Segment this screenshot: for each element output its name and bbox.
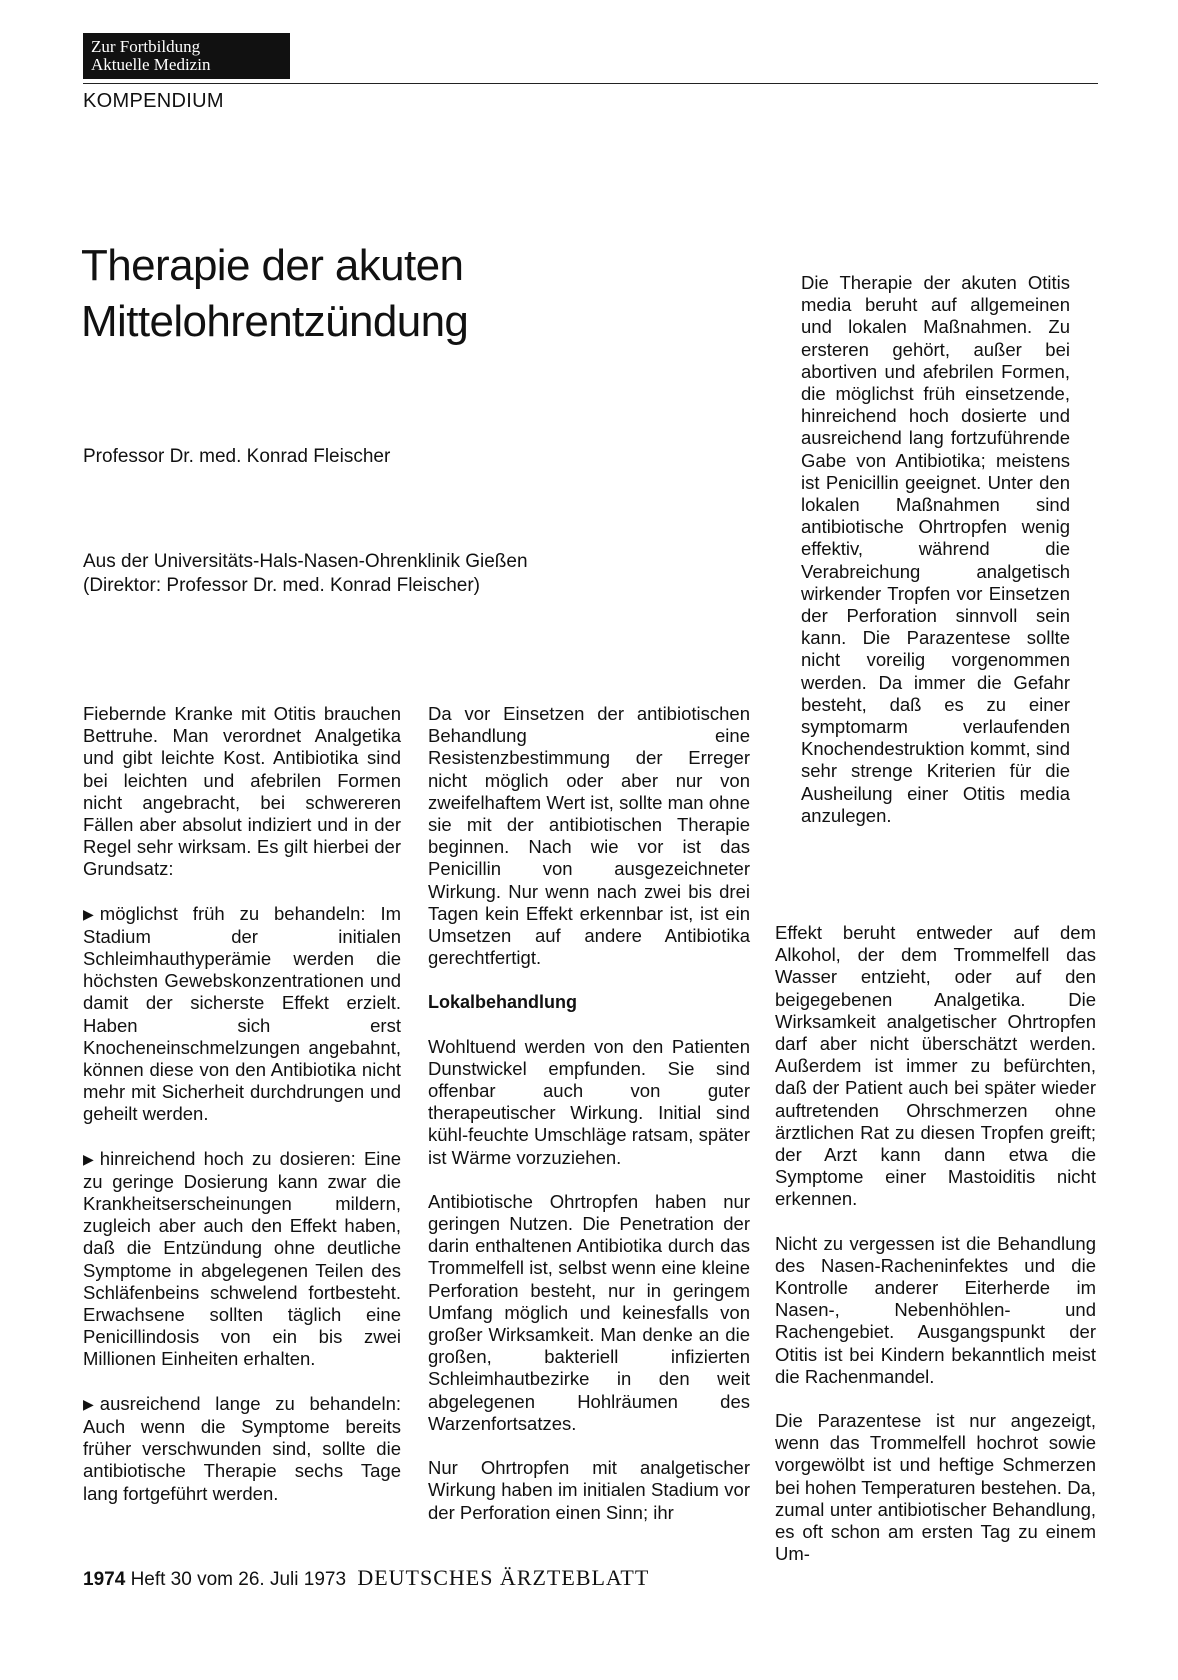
journal-name: DEUTSCHES ÄRZTEBLATT bbox=[357, 1565, 650, 1590]
body-column-3 bbox=[775, 922, 1096, 1587]
header-rule bbox=[83, 83, 1098, 84]
triangle-bullet-icon: ▶ bbox=[83, 905, 94, 922]
paragraph: Wohltuend werden von den Patienten Dunstwickel empfunden. Sie sind offenbar auch von guter therapeutischer Wirkung. Initial sind kühl-feuchte Umschläge ratsam, später ist Wärme vorzuziehen. bbox=[428, 1035, 750, 1168]
triangle-bullet-icon: ▶ bbox=[83, 1395, 94, 1412]
paragraph: Nur Ohrtropfen mit analgetischer Wirkung haben im initialen Stadium vor der Perforation einen Sinn; ihr bbox=[428, 1457, 750, 1523]
affiliation bbox=[83, 550, 528, 598]
badge-line-1: Zur Fortbildung bbox=[91, 37, 201, 56]
bullet-text: ausreichend lange zu behandeln: Auch wenn die Symptome bereits früher verschwunden sind, sollte die antibiotische Therapie sechs Tage lang fortgeführt werden. bbox=[83, 1392, 401, 1504]
page-number: 1974 bbox=[83, 1569, 126, 1590]
series-badge bbox=[83, 33, 290, 79]
author: Professor Dr. med. Konrad Fleischer bbox=[83, 446, 391, 467]
section-heading: Lokalbehandlung bbox=[428, 992, 578, 1013]
bullet-text: möglichst früh zu behandeln: Im Stadium der initialen Schleimhauthyperämie werden die höchsten Gewebskonzentrationen und damit der sicherste Effekt erzielt. Haben sich erst Knocheneinschmelzungen angebahnt, können diese von den Antibiotika nicht mehr mit Sicherheit durchdrungen und geheilt werden. bbox=[83, 902, 401, 1125]
triangle-bullet-icon: ▶ bbox=[83, 1150, 94, 1167]
paragraph: Die Parazentese ist nur angezeigt, wenn das Trommelfell hochrot sowie vorgewölbt ist und heftige Schmerzen bei hohen Temperaturen bestehen. Da, zumal unter antibiotischer Behandlung, es oft schon am ersten Tag zu einem Um- bbox=[775, 1410, 1096, 1565]
bullet-item bbox=[83, 1148, 401, 1371]
body-column-1 bbox=[83, 703, 401, 1527]
body-column-2 bbox=[428, 703, 750, 1546]
section-label: KOMPENDIUM bbox=[83, 90, 224, 112]
paragraph: Effekt beruht entweder auf dem Alkohol, der dem Trommelfell das Wasser entzieht, oder auf den beigegebenen Analgetika. Die Wirksamkeit analgetischer Ohrtropfen darf aber nicht überschätzt werden. Außerdem ist immer zu befürchten, daß der Patient auch bei später wieder auftretenden Ohrschmerzen ohne ärztlichen Rat zu diesen Tropfen greift; der Arzt kann dann etwa die Symptome einer Mastoiditis nicht erkennen. bbox=[775, 922, 1096, 1210]
bullet-item bbox=[83, 1393, 401, 1505]
paragraph: Fiebernde Kranke mit Otitis brauchen Bettruhe. Man verordnet Analgetika und gibt leichte Kost. Antibiotika sind bei leichten und afebrilen Formen nicht angebracht, bei schwereren Fällen aber absolut indiziert und in der Regel sehr wirksam. Es gilt hierbei der Grundsatz: bbox=[83, 703, 401, 880]
issue-info: Heft 30 vom 26. Juli 1973 bbox=[130, 1569, 347, 1590]
intro-column bbox=[801, 272, 1070, 849]
paragraph: Nicht zu vergessen ist die Behandlung des Nasen-Racheninfektes und die Kontrolle anderer Eiterherde im Nasen-, Nebenhöhlen- und Rachengebiet. Ausgangspunkt der Otitis ist bei Kindern bekanntlich meist die Rachenmandel. bbox=[775, 1232, 1096, 1387]
paragraph: Da vor Einsetzen der antibiotischen Behandlung eine Resistenzbestimmung der Erreger nicht möglich oder aber nur von zweifelhaftem Wert ist, sollte man ohne sie mit der antibiotischen Therapie beginnen. Nach wie vor ist das Penicillin von ausgezeichneter Wirkung. Nur wenn nach zwei bis drei Tagen kein Effekt erkennbar ist, ist ein Umsetzen auf andere Antibiotika gerechtfertigt. bbox=[428, 703, 750, 969]
badge-line-2: Aktuelle Medizin bbox=[91, 55, 211, 74]
title-line-2: Mittelohrentzündung bbox=[81, 297, 469, 346]
page-footer bbox=[83, 1565, 649, 1591]
paragraph: Antibiotische Ohrtropfen haben nur geringen Nutzen. Die Penetration der darin enthaltenen Antibiotika durch das Trommelfell ist, selbst wenn eine kleine Perforation besteht, nur in geringem Umfang möglich und keinesfalls von großer Wirksamkeit. Man denke an die großen, bakteriell infizierten Schleimhautbezirke in den weit abgelegenen Hohlräumen des Warzenfortsatzes. bbox=[428, 1190, 750, 1434]
bullet-text: hinreichend hoch zu dosieren: Eine zu geringe Dosierung kann zwar die Krankheitserscheinungen mildern, zugleich aber auch den Effekt haben, daß die Entzündung ohne deutliche Symptome in abgelegenen Teilen des Schläfenbeins schwelend fortbesteht. Erwachsene sollten täglich eine Penicillindosis von ein bis zwei Millionen Einheiten erhalten. bbox=[83, 1147, 401, 1370]
affiliation-line-2: (Direktor: Professor Dr. med. Konrad Fleischer) bbox=[83, 575, 481, 596]
intro-paragraph: Die Therapie der akuten Otitis media beruht auf allgemeinen und lokalen Maßnahmen. Zu ersteren gehört, außer bei abortiven und afebrilen Formen, die möglichst früh einsetzende, hinreichend hoch dosierte und ausreichend lang fortzuführende Gabe von Antibiotika; meistens ist Penicillin geeignet. Unter den lokalen Maßnahmen sind antibiotische Ohrtropfen wenig effektiv, während die Verabreichung analgetisch wirkender Tropfen vor Einsetzen der Perforation sinnvoll sein kann. Die Parazentese sollte nicht voreilig vorgenommen werden. Da immer die Gefahr besteht, daß es zu einer symptomarm verlaufenden Knochendestruktion kommt, sind sehr strenge Kriterien für die Ausheilung einer Otitis media anzulegen. bbox=[801, 272, 1070, 826]
bullet-item bbox=[83, 903, 401, 1126]
title-line-1: Therapie der akuten bbox=[81, 241, 464, 290]
article-title bbox=[81, 238, 721, 350]
affiliation-line-1: Aus der Universitäts-Hals-Nasen-Ohrenklinik Gießen bbox=[83, 551, 528, 572]
